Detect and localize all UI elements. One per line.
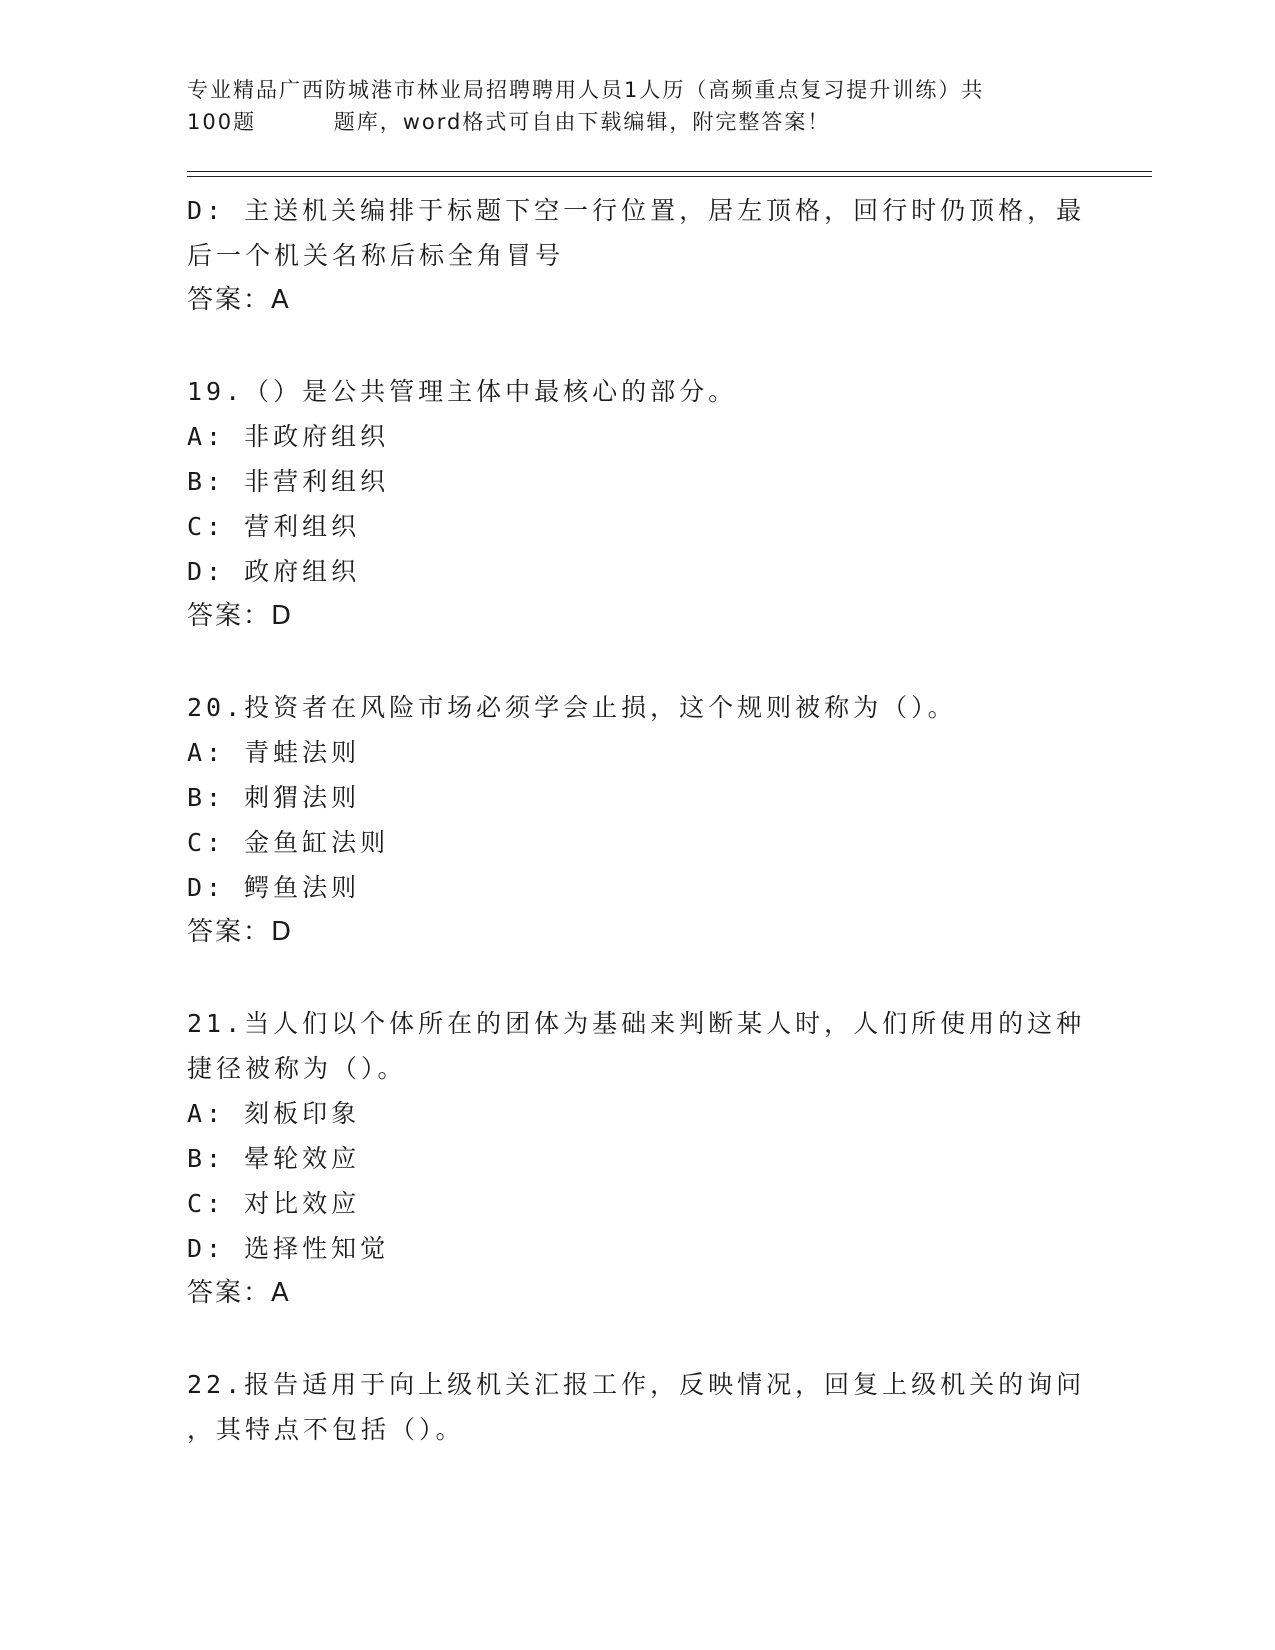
question-stem-continued: 捷径被称为（）。	[187, 1054, 407, 1083]
header-rule-bottom	[187, 176, 1152, 177]
question-stem-continued: ，其特点不包括（）。	[187, 1415, 465, 1444]
answer-line: 答案：D	[187, 917, 294, 947]
option-a: A: 青蛙法则	[187, 738, 361, 767]
option-c: C: 金鱼缸法则	[187, 828, 390, 857]
question-line: 后一个机关名称后标全角冒号	[187, 241, 565, 270]
question-block	[187, 188, 1087, 323]
option-b: B: 刺猬法则	[187, 783, 361, 812]
question-block	[187, 1001, 1087, 1316]
answer-line: 答案：A	[187, 285, 291, 315]
answer-line: 答案：D	[187, 601, 294, 631]
option-d: D: 鳄鱼法则	[187, 873, 361, 902]
option-c: C: 对比效应	[187, 1189, 361, 1218]
question-line: D: 主送机关编排于标题下空一行位置，居左顶格，回行时仍顶格，最	[187, 196, 1086, 225]
header-line-1: 专业精品广西防城港市林业局招聘聘用人员1人历（高频重点复习提升训练）共	[187, 78, 985, 102]
option-b: B: 晕轮效应	[187, 1144, 361, 1173]
question-stem: 22.报告适用于向上级机关汇报工作，反映情况，回复上级机关的询问	[187, 1370, 1086, 1399]
header-rule-top	[187, 171, 1152, 172]
question-block	[187, 369, 1087, 639]
question-stem: 21.当人们以个体所在的团体为基础来判断某人时，人们所使用的这种	[187, 1009, 1086, 1038]
question-block	[187, 1362, 1087, 1452]
answer-line: 答案：A	[187, 1278, 291, 1308]
option-c: C: 营利组织	[187, 512, 361, 541]
question-list	[187, 188, 1087, 1452]
page-header	[187, 74, 1067, 138]
option-d: D: 政府组织	[187, 557, 361, 586]
option-a: A: 刻板印象	[187, 1099, 361, 1128]
option-d: D: 选择性知觉	[187, 1234, 390, 1263]
question-stem: 19.（）是公共管理主体中最核心的部分。	[187, 377, 738, 406]
option-a: A: 非政府组织	[187, 422, 390, 451]
question-stem: 20.投资者在风险市场必须学会止损，这个规则被称为（）。	[187, 693, 957, 722]
header-line-2: 100题 题库，word格式可自由下载编辑，附完整答案！	[187, 110, 831, 134]
question-block	[187, 685, 1087, 955]
option-b: B: 非营利组织	[187, 467, 390, 496]
